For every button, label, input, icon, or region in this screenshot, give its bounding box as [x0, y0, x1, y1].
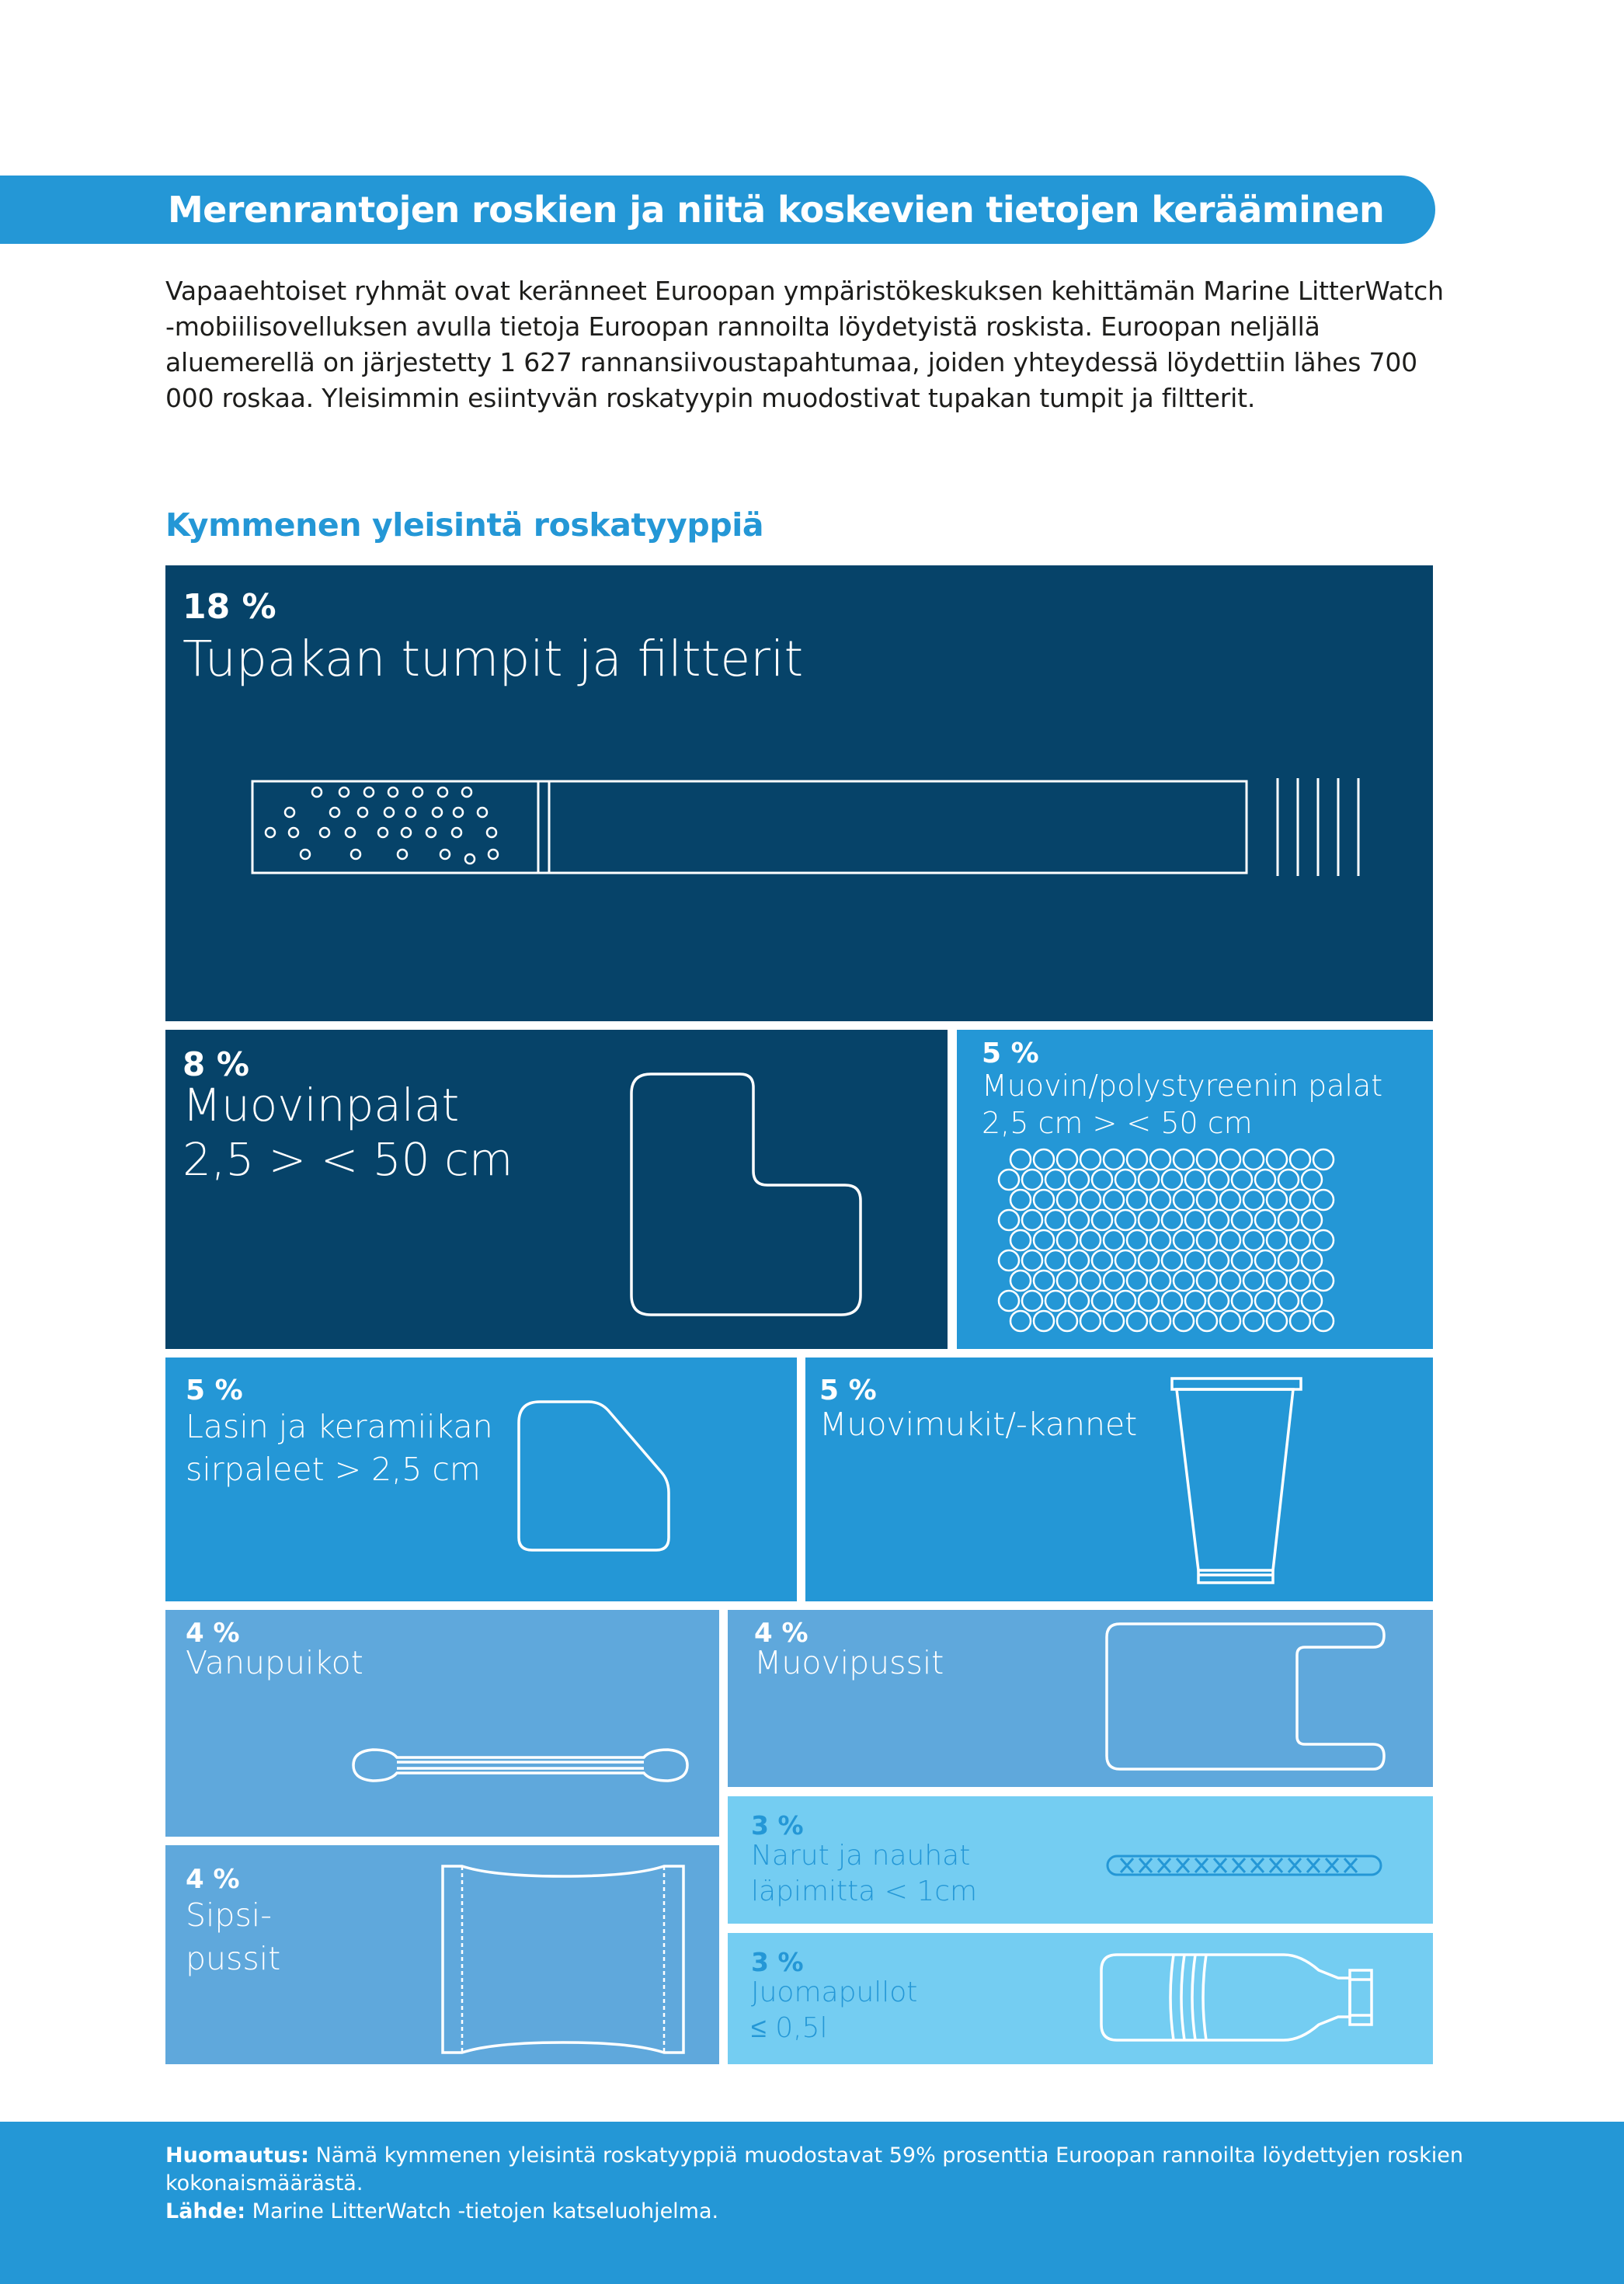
cigarette-icon: [251, 775, 1385, 884]
tile-percent: 8 %: [183, 1045, 249, 1083]
section-subtitle: Kymmenen yleisintä roskatyyppiä: [165, 506, 764, 544]
tile-plastic-bags: [728, 1610, 1433, 1787]
tile-crisp-packets: [165, 1845, 719, 2064]
tile-label: Muovinpalat 2,5 > < 50 cm: [183, 1079, 513, 1186]
tile-percent: 3 %: [751, 1810, 804, 1841]
tile-percent: 5 %: [186, 1375, 243, 1406]
title-banner: [0, 176, 1435, 244]
tile-percent: 4 %: [186, 1864, 240, 1895]
tile-plastic-pieces: [165, 1030, 948, 1349]
page-title: Merenrantojen roskien ja niitä koskevien tietojen kerääminen: [168, 189, 1385, 231]
tile-label: Muovin/polystyreenin palat 2,5 cm > < 50 cm: [982, 1069, 1383, 1140]
tile-glass-shards: [165, 1358, 797, 1601]
tile-label: Sipsi- pussit: [186, 1896, 281, 1977]
tile-label: Lasin ja keramiikan sirpaleet > 2,5 cm: [186, 1408, 493, 1488]
cup-icon: [1166, 1375, 1313, 1600]
tile-label: Tupakan tumpit ja filtterit: [183, 631, 804, 687]
polystyrene-icon: [997, 1148, 1339, 1342]
tile-percent: 5 %: [982, 1038, 1039, 1069]
plastic-bag-icon: [1103, 1620, 1390, 1779]
intro-text: Vapaaehtoiset ryhmät ovat keränneet Euroopan ympäristökeskuksen kehittämän Marine LitterWatch -mobiilisovelluksen avulla tietoja Euroopan rannoilta löydetyistä roskista. Euroopan neljällä aluemerellä on järjestetty 1 627 rannansiivoustapahtumaa, joiden yhteydessä löydettiin lähes 700 000 roskaa. Yleisimmin esiintyvän roskatyypin muodostivat tupakan tumpit ja filtterit.: [165, 276, 1444, 413]
bottle-icon: [1097, 1947, 1393, 2048]
glass-shard-icon: [515, 1398, 678, 1561]
string-icon: [1105, 1852, 1385, 1879]
tile-label: Muovimukit/-kannet: [819, 1406, 1138, 1443]
tile-cigarette: [165, 565, 1433, 1021]
tile-cups: [805, 1358, 1433, 1601]
tile-label: Narut ja nauhat läpimitta < 1cm: [751, 1840, 978, 1907]
tile-percent: 18 %: [183, 587, 276, 627]
crisp-packet-icon: [439, 1862, 687, 2056]
tile-cotton-buds: [165, 1610, 719, 1837]
tile-label: Juomapullot ≤ 0,5l: [751, 1976, 918, 2044]
plastic-piece-icon: [620, 1070, 876, 1326]
cotton-bud-icon: [346, 1734, 695, 1789]
footer-text: [165, 2142, 1470, 2226]
source-text: Marine LitterWatch -tietojen katseluohjelma.: [245, 2199, 719, 2223]
tile-string: [728, 1796, 1433, 1924]
tile-label: Muovipussit: [754, 1644, 944, 1681]
footer: [0, 2122, 1624, 2284]
tile-percent: 5 %: [819, 1375, 877, 1406]
source-label: Lähde:: [165, 2199, 246, 2223]
note-text: Nämä kymmenen yleisintä roskatyyppiä muodostavat 59% prosenttia Euroopan rannoilta löydettyjen roskien kokonaismäärästä.: [165, 2143, 1463, 2195]
tile-label: Vanupuikot: [186, 1644, 363, 1681]
tile-bottles: [728, 1933, 1433, 2064]
tile-polystyrene: [957, 1030, 1433, 1349]
tile-percent: 4 %: [186, 1618, 240, 1649]
tile-percent: 4 %: [754, 1618, 809, 1649]
note-label: Huomautus:: [165, 2143, 309, 2168]
tile-percent: 3 %: [751, 1947, 804, 1977]
